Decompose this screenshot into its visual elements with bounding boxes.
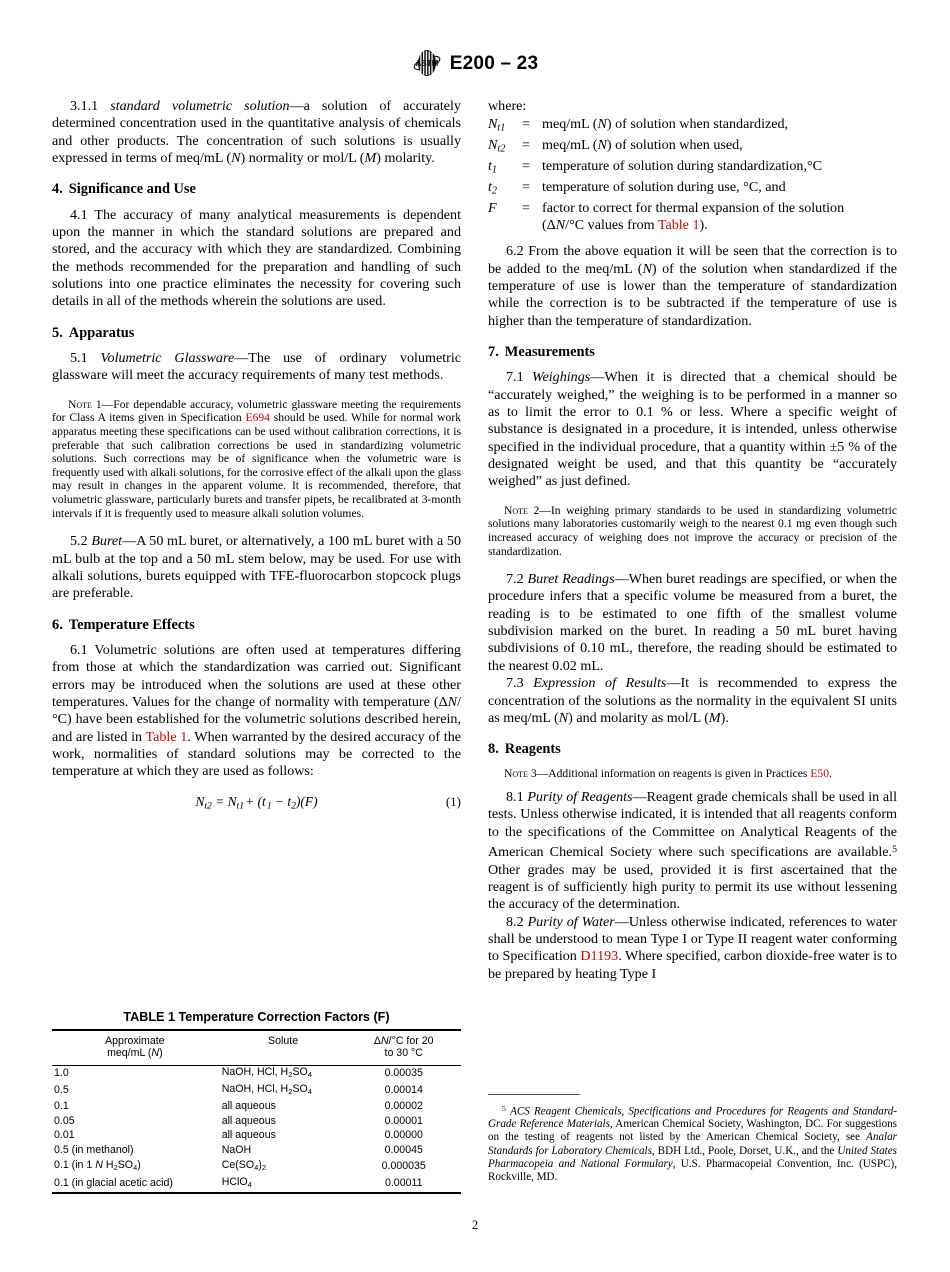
para-text: —A 50 mL buret, or alternatively, a 100 mL buret with a 50 mL bulb at the top and a 50 mL stem below, may be used. For use with alkali solutions, burets equipped with TFE-fluorocarbon stopcock plugs are preferable. xyxy=(52,533,461,602)
eq-operator: = xyxy=(211,793,228,809)
table-row xyxy=(52,1114,461,1129)
para-text: ) and molarity as mol/L ( xyxy=(568,709,709,726)
page-header xyxy=(0,48,950,82)
para-number: 7.1 xyxy=(506,369,524,386)
cell-approximate-meq: 0.1 xyxy=(54,1099,69,1112)
para-text: —It is recommended to express the concentration of the solutions as the normality in the equivalent SI units as meq/mL ( xyxy=(488,675,897,726)
para-text: —When buret readings are specified, or when the procedure infers that a specific volume be measured from a buret, the reading is to be estimated to one fifth of the smallest volume subdivision marked on the buret. In reading a 50 mL buret having subdivisions of 0.10 mL, therefore, the reading should be estimated to the nearest 0.02 mL. xyxy=(488,571,897,674)
cell-delta-n: 0.00001 xyxy=(384,1114,423,1127)
equation-1-row xyxy=(52,793,461,813)
section-number: 4. xyxy=(52,181,63,198)
term: Purity of Water xyxy=(527,913,615,930)
eq-operator: ) xyxy=(313,793,318,809)
section-heading-5 xyxy=(52,325,461,342)
para-text: /°C) have been established for the volumetric solutions described herein, and are listed in xyxy=(52,693,461,745)
table-header-row xyxy=(52,1030,461,1065)
footnote-text: , BDH Ltd., Poole, Dorset, U.K., and the xyxy=(651,1144,838,1157)
equation-1: $N_{t2} = N_{t1}$ + (t $_1 - t_2)(F)$ xyxy=(195,793,318,812)
note-number: 1 xyxy=(95,397,102,411)
footnote-text: , American Chemical Society, Washington, DC. For suggestions on the testing of reagents not listed by the American Chemical Society, see xyxy=(488,1118,897,1144)
para-number: 8.1 xyxy=(506,789,524,806)
section-heading-4 xyxy=(52,181,461,198)
section-number: 8. xyxy=(488,741,499,758)
eq-operator: + ( xyxy=(245,793,263,809)
footnote-title: United States Pharmacopeia and National Formulary xyxy=(488,1144,897,1170)
note-number: 3 xyxy=(530,766,537,780)
cell-delta-n: 0.00014 xyxy=(384,1084,423,1097)
para-number: 7.2 xyxy=(506,571,524,588)
para-number: 4.1 xyxy=(70,206,88,223)
term: Purity of Reagents xyxy=(527,789,633,806)
where-label: where: xyxy=(488,98,527,114)
where-definition-continued: (ΔN/°C values from Table 1). xyxy=(542,216,708,233)
note-label: Note xyxy=(68,397,92,411)
cell-delta-n: 0.00000 xyxy=(384,1129,423,1142)
paragraph-4-1 xyxy=(52,207,461,311)
footnote-reference[interactable]: 5 xyxy=(892,844,897,856)
eq-operator: )( xyxy=(295,793,305,809)
para-number: 6.1 xyxy=(70,641,88,658)
note-2 xyxy=(488,504,897,558)
section-title: Temperature Effects xyxy=(68,616,195,633)
cell-approximate-meq: 0.1 (in 1 N $H_2SO_4$) xyxy=(54,1158,141,1172)
left-column xyxy=(52,98,461,819)
note-text: —Additional information on reagents is given in Practices xyxy=(536,766,811,780)
para-text: ) molarity. xyxy=(376,150,435,167)
section-number: 7. xyxy=(488,343,499,360)
paragraph-5-1 xyxy=(52,350,461,385)
footnote-title: ACS Reagent Chemicals, Specifications and Procedures for Reagents and Standard-Grade Reference Materials xyxy=(488,1105,897,1131)
symbol-n: N xyxy=(231,150,241,167)
note-1 xyxy=(52,398,461,520)
where-equals: = xyxy=(522,116,530,133)
para-number: 5.1 xyxy=(70,350,88,367)
symbol-m: M xyxy=(364,150,377,167)
section-title: Measurements xyxy=(504,343,595,360)
paragraph-8-2 xyxy=(488,914,897,983)
cell-approximate-meq: 0.01 xyxy=(54,1129,75,1142)
cell-solute: all aqueous xyxy=(221,1099,276,1112)
footnote-divider xyxy=(488,1094,580,1095)
para-text: . Where specified, carbon dioxide-free water is to be prepared by heating Type I xyxy=(488,948,897,982)
eq-var-n: N xyxy=(195,793,205,809)
table-row xyxy=(52,1099,461,1114)
footnote-block xyxy=(488,1094,897,1184)
note-text: —In weighing primary standards to be used in standardizing volumetric solutions many laboratories customarily weigh to the nearest 0.1 mg even though such increased accuracy of weighing does not improve the accuracy or precision of the standardization. xyxy=(488,503,897,558)
para-text: —Unless otherwise indicated, references to water shall be understood to mean Type I or Type II reagent water conforming to Specification xyxy=(488,913,897,965)
table-row xyxy=(52,1065,461,1082)
table-row xyxy=(52,1129,461,1144)
footnote-text: , U.S. Pharmacopeial Convention, Inc. (USPC), Rockville, MD. xyxy=(488,1157,897,1183)
cell-approximate-meq: 0.5 (in methanol) xyxy=(54,1144,134,1157)
section-number: 6. xyxy=(52,616,63,633)
term: Weighings xyxy=(532,369,591,386)
table-link-1[interactable]: Table 1 xyxy=(145,728,188,745)
section-number: 5. xyxy=(52,324,63,341)
para-text: The accuracy of many analytical measurements is dependent upon the manner in which the standard solutions are prepared and stored, and the accuracy with which they are standardized. Combining the methods recommended for the preparation and handling of such solutions into one practice eliminates the necessity for covering such details in all of the methods wherein the solutions are used. xyxy=(52,206,461,310)
section-heading-8 xyxy=(488,741,897,758)
where-equals: = xyxy=(522,199,530,216)
where-symbol: $t_1$ xyxy=(488,158,497,176)
cell-delta-n: 0.00002 xyxy=(384,1099,423,1112)
table-body xyxy=(52,1065,461,1192)
table-row xyxy=(52,1144,461,1159)
where-symbol: $N_{t1}$ xyxy=(488,116,506,134)
where-item xyxy=(488,158,897,179)
where-symbol: F xyxy=(488,199,497,216)
para-text: ) of the solution when standardized if the temperature of use is lower than the temperature of standardization while the correction is to be subtracted if the temperature of use is higher than the temperature of standardization. xyxy=(488,260,897,329)
where-definition: factor to correct for thermal expansion of the solution xyxy=(542,199,845,216)
where-equals: = xyxy=(522,158,530,174)
para-text: ) normality or mol/L ( xyxy=(240,150,365,167)
symbol-n: N xyxy=(642,260,652,277)
cell-solute: all aqueous xyxy=(221,1114,276,1127)
note-text: . xyxy=(829,766,832,780)
where-item-continuation xyxy=(488,217,897,234)
table-head xyxy=(52,1030,461,1065)
column-header-approximate: Approximate meq/mL (N) xyxy=(105,1035,165,1060)
footnote-title: Analar Standards for Laboratory Chemicals xyxy=(488,1131,897,1157)
paragraph-3-1-1 xyxy=(52,98,461,167)
term: Buret xyxy=(91,533,123,550)
cell-delta-n: 0.00035 xyxy=(384,1067,423,1080)
note-3 xyxy=(488,767,897,781)
para-text: From the above equation it will be seen that the correction is to be added to the meq/mL ( xyxy=(488,243,897,277)
standard-designation: E200 – 23 xyxy=(449,52,539,74)
symbol-n: N xyxy=(447,693,458,710)
term: standard volumetric solution xyxy=(110,98,290,114)
eq-operator: − xyxy=(271,793,288,809)
para-number: 7.3 xyxy=(506,675,524,692)
para-number: 3.1.1 xyxy=(70,98,99,114)
cell-approximate-meq: 0.5 xyxy=(54,1084,69,1097)
cell-delta-n: 0.00011 xyxy=(384,1176,423,1189)
table-row xyxy=(52,1158,461,1175)
cell-approximate-meq: 0.05 xyxy=(54,1114,75,1127)
where-item xyxy=(488,137,897,158)
cell-solute: $Ce(SO_4)_2$ xyxy=(221,1158,267,1172)
eq-var-n: N xyxy=(227,793,237,809)
para-text: ). xyxy=(720,709,729,726)
eq-var-t: t xyxy=(262,793,266,809)
section-heading-7 xyxy=(488,344,897,361)
para-text: Volumetric solutions are often used at temperatures differing from those at which the standardization was carried out. Significant errors may be introduced when the solutions are used at these other temperatures. Values for the change of normality with temperature (Δ xyxy=(52,641,461,710)
cell-approximate-meq: 1.0 xyxy=(54,1067,69,1080)
paragraph-5-2 xyxy=(52,533,461,602)
table-row xyxy=(52,1175,461,1193)
where-item xyxy=(488,179,897,200)
term: Buret Readings xyxy=(527,571,615,588)
where-equals: = xyxy=(522,178,530,195)
section-heading-6 xyxy=(52,617,461,634)
term: Volumetric Glassware xyxy=(100,350,235,367)
section-title: Apparatus xyxy=(68,324,135,341)
equation-number: (1) xyxy=(445,793,461,809)
paragraph-7-3 xyxy=(488,675,897,727)
symbol-n: N xyxy=(558,709,569,726)
cell-solute: HClO$_4$ xyxy=(221,1175,252,1189)
astm-logo-icon xyxy=(412,48,442,78)
standard-link-e694[interactable]: E694 xyxy=(245,411,270,425)
right-column xyxy=(488,98,897,983)
standard-link-e50[interactable]: E50 xyxy=(810,766,830,780)
footnote-5 xyxy=(488,1102,897,1184)
where-definition-list xyxy=(488,116,897,234)
para-number: 5.2 xyxy=(70,533,88,550)
eq-var-t: t xyxy=(287,793,292,809)
para-number: 6.2 xyxy=(506,243,524,260)
column-header-solute: Solute xyxy=(268,1035,299,1047)
cell-solute: NaOH, HCl, $H_2SO_4$ xyxy=(221,1066,313,1080)
cell-solute: NaOH, HCl, $H_2SO_4$ xyxy=(221,1083,313,1096)
term: Expression of Results xyxy=(533,675,667,692)
cell-delta-n: 0.00045 xyxy=(384,1144,423,1157)
paragraph-8-1 xyxy=(488,789,897,914)
where-symbol: $N_{t2}$ xyxy=(488,137,506,155)
paragraph-7-2 xyxy=(488,571,897,675)
note-text: —For dependable accuracy, volumetric glassware meeting the requirements for Class A items given in Specification xyxy=(52,397,461,425)
cell-solute: NaOH xyxy=(221,1144,252,1157)
where-definition: meq/mL (N) of solution when standardized, xyxy=(542,116,789,133)
table-1-block xyxy=(52,1010,461,1194)
svg-text:ASTM: ASTM xyxy=(415,59,439,68)
where-definition: temperature of solution during standardization,°C xyxy=(542,158,823,174)
temperature-correction-table xyxy=(52,1029,461,1194)
paragraph-6-1 xyxy=(52,642,461,781)
table-link-1[interactable]: Table 1 xyxy=(657,216,700,233)
note-label: Note xyxy=(504,503,528,517)
eq-var-f: F xyxy=(304,793,314,809)
para-text: —When it is directed that a chemical should be “accurately weighed,” the weighing is to be performed in a manner so as to limit the error to 0.1 % or less. Where a specific weight of substance is designated in a procedure, it is intended, unless otherwise specified in the individual procedure, that a quantity within ±5 % of the designated weight be used, and that this quantity be “accurately weighed” as just defined. xyxy=(488,369,897,490)
column-header-delta-n: ΔN/°C for 20 to 30 °C xyxy=(373,1035,434,1060)
where-equals: = xyxy=(522,137,530,154)
para-text: . When warranted by the desired accuracy of the work, normalities of standard solutions may be corrected to the temperature at which they are used as follows: xyxy=(52,728,462,780)
cell-approximate-meq: 0.1 (in glacial acetic acid) xyxy=(54,1176,173,1189)
page-number: 2 xyxy=(471,1218,479,1232)
symbol-m: M xyxy=(708,709,721,726)
para-text: —a solution of accurately determined concentration used in the quantitative analysis of chemicals and other products. The concentration of such solutions is usually expressed in terms of meq/mL ( xyxy=(52,98,461,167)
para-number: 8.2 xyxy=(506,913,524,930)
paragraph-7-1 xyxy=(488,369,897,490)
cell-solute: all aqueous xyxy=(221,1129,276,1142)
note-text: should be used. While for normal work apparatus meeting these specifications can be used without calibration corrections, it is preferable that such calibration corrections be used in standardizing volumetric solutions. Such corrections may be of significance when the volumetric ware is frequently used with alkali solutions, for the corrosive effect of the alkali upon the glass may result in changes in the apparent volume. It is recommended, therefore, that volumetric glassware, particularly burets and transfer pipets, be recalibrated at 3-month intervals if it is frequently used to measure alkali solution volumes. xyxy=(52,411,461,520)
para-text: Other grades may be used, provided it is first ascertained that the reagent is of sufficiently high purity to permit its use without lessening the accuracy of the determination. xyxy=(488,861,897,913)
where-item xyxy=(488,116,897,137)
cell-delta-n: 0.000035 xyxy=(381,1159,426,1172)
note-number: 2 xyxy=(533,503,540,517)
where-item xyxy=(488,200,897,217)
paragraph-6-2 xyxy=(488,243,897,330)
where-definition: meq/mL (N) of solution when used, xyxy=(542,137,743,154)
para-text: —The use of ordinary volumetric glassware will meet the accuracy requirements of many test methods. xyxy=(52,350,461,384)
standard-link-d1193[interactable]: D1193 xyxy=(580,948,619,965)
note-label: Note xyxy=(504,766,528,780)
table-row xyxy=(52,1083,461,1100)
where-symbol: $t_2$ xyxy=(488,178,497,197)
para-text: —Reagent grade chemicals shall be used in all tests. Unless otherwise indicated, it is intended that all reagents conform to the specifications of the Committee on Analytical Reagents of the American Chemical Society where such specifications are available. xyxy=(488,789,897,861)
footnote-marker: 5 xyxy=(502,1104,506,1113)
table-caption: TABLE 1 Temperature Correction Factors (F) xyxy=(123,1010,390,1024)
section-title: Significance and Use xyxy=(68,181,196,198)
section-title: Reagents xyxy=(504,741,561,758)
where-definition: temperature of solution during use, °C, and xyxy=(542,178,786,195)
